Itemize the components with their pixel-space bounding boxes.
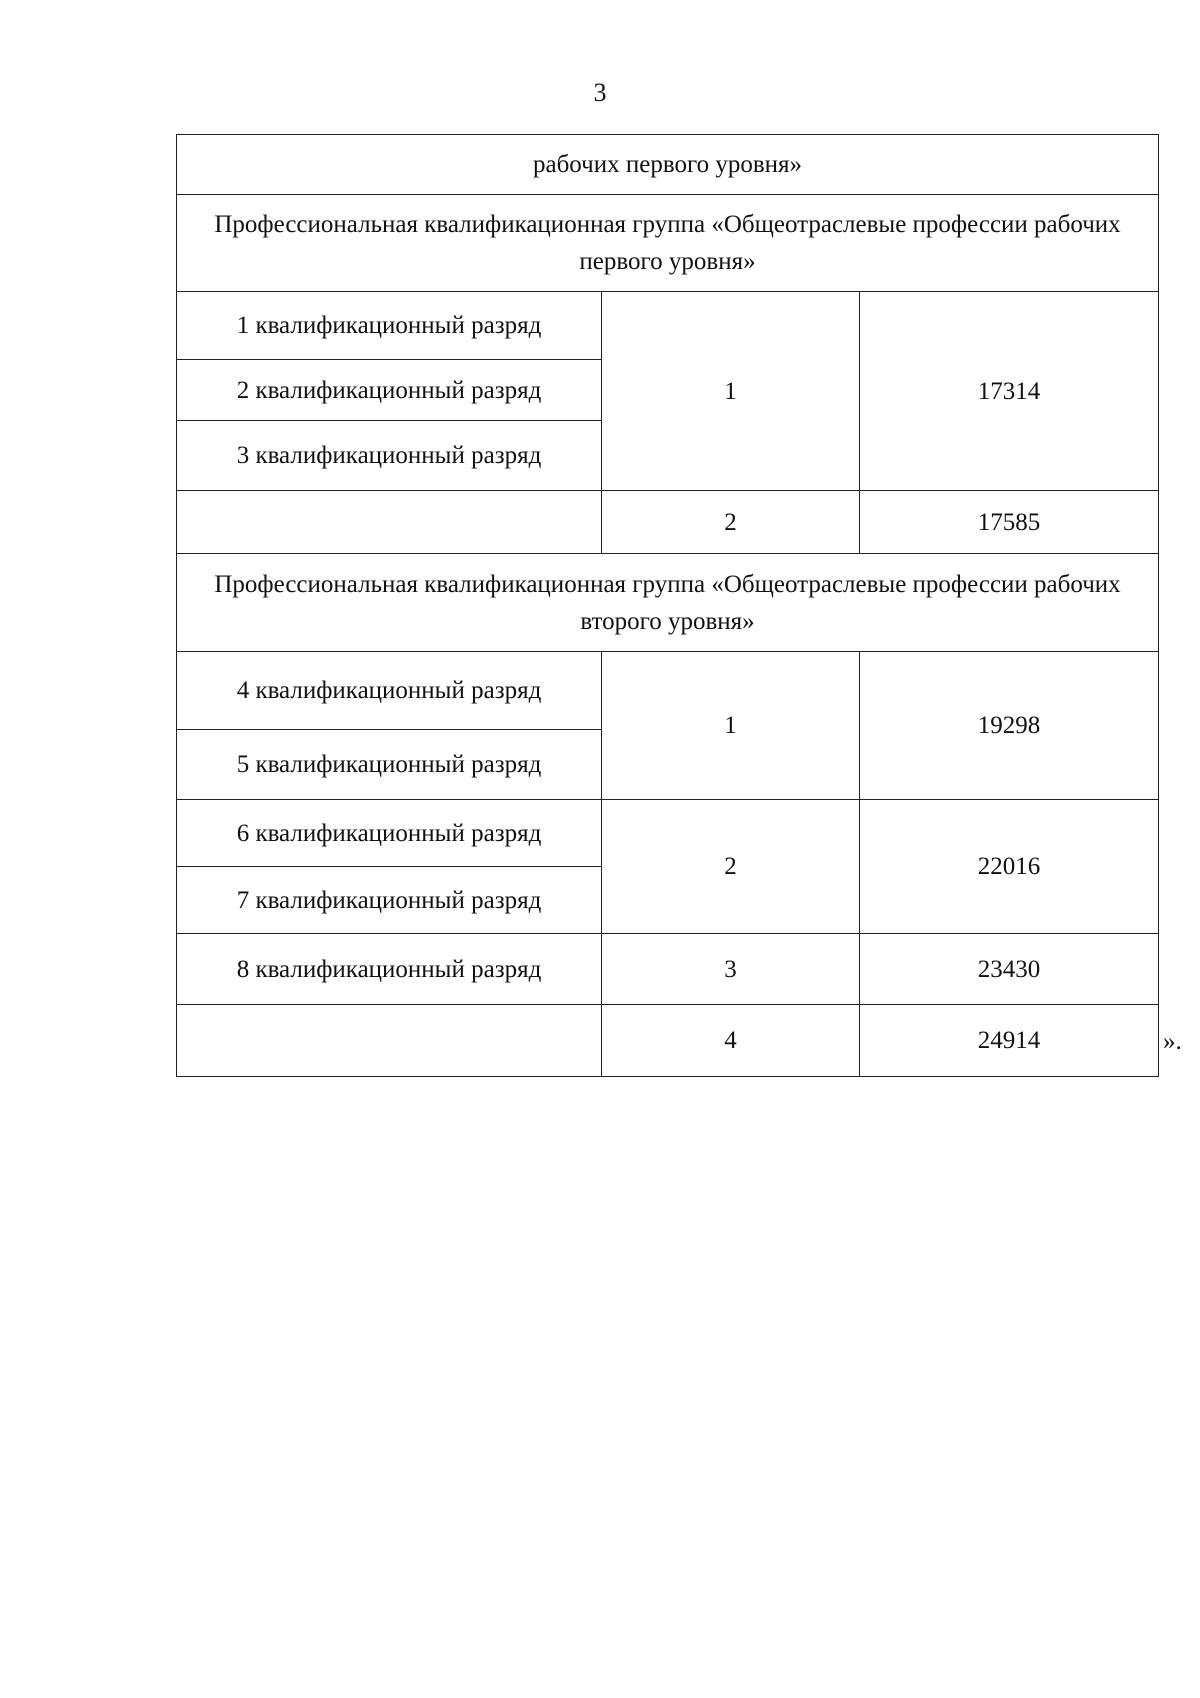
table-row <box>177 195 1159 292</box>
salary-cell: 17314 <box>860 292 1159 491</box>
salary-cell: 23430 <box>860 934 1159 1005</box>
grade-cell <box>177 491 602 554</box>
group-title-cell: Профессиональная квалификационная группа «Общеотраслевые профессии рабочих первого уровня» <box>177 195 1159 292</box>
grade-cell: 1 квалификационный разряд <box>177 292 602 360</box>
salary-table <box>176 134 1159 1077</box>
salary-cell: 19298 <box>860 652 1159 800</box>
level-cell: 1 <box>602 652 860 800</box>
table-row <box>177 292 1159 360</box>
table-row <box>177 1005 1159 1077</box>
table-row <box>177 135 1159 195</box>
continued-header-cell: рабочих первого уровня» <box>177 135 1159 195</box>
grade-cell: 6 квалификационный разряд <box>177 800 602 867</box>
salary-cell: 17585 <box>860 491 1159 554</box>
grade-cell: 4 квалификационный разряд <box>177 652 602 730</box>
table-row <box>177 934 1159 1005</box>
level-cell: 4 <box>602 1005 860 1077</box>
table-row <box>177 652 1159 730</box>
page-number: 3 <box>593 78 607 107</box>
table-row <box>177 800 1159 867</box>
table-row <box>177 554 1159 652</box>
grade-cell <box>177 1005 602 1077</box>
level-cell: 2 <box>602 800 860 934</box>
salary-cell: 24914 <box>860 1005 1159 1077</box>
salary-cell: 22016 <box>860 800 1159 934</box>
grade-cell: 3 квалификационный разряд <box>177 421 602 491</box>
grade-cell: 5 квалификационный разряд <box>177 730 602 800</box>
grade-cell: 7 квалификационный разряд <box>177 867 602 934</box>
level-cell: 3 <box>602 934 860 1005</box>
level-cell: 2 <box>602 491 860 554</box>
closing-quote: ». <box>1163 1028 1182 1055</box>
level-cell: 1 <box>602 292 860 491</box>
grade-cell: 8 квалификационный разряд <box>177 934 602 1005</box>
grade-cell: 2 квалификационный разряд <box>177 360 602 421</box>
group-title-cell: Профессиональная квалификационная группа «Общеотраслевые профессии рабочих второго уровня» <box>177 554 1159 652</box>
table-row <box>177 491 1159 554</box>
